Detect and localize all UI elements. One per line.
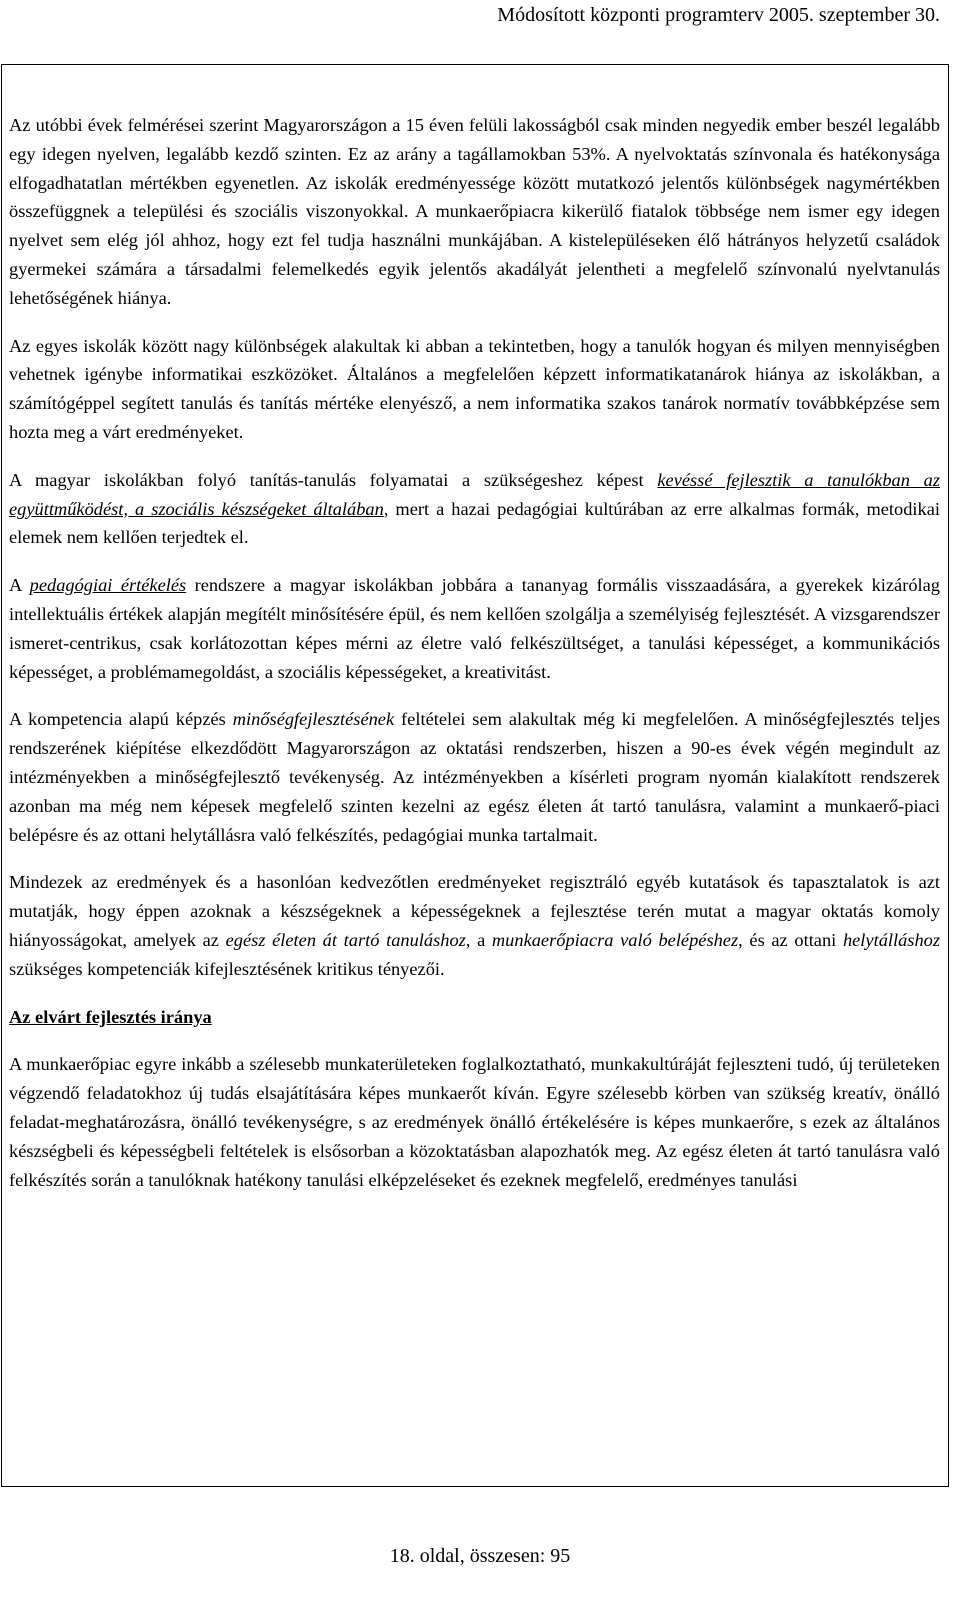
- section-heading: Az elvárt fejlesztés iránya: [9, 1006, 212, 1027]
- text-run: feltételei sem alakultak még ki megfelelően. A minőségfejlesztés teljes rendszerének kiépítése elkezdődött Magyarországon az oktatási rendszerben, hiszen a 90-es évek végén megindult az intézményekben a minőségfejlesztő tevékenység. Az intézményekben a kísérleti program nyomán kialakított rendszerek azonban ma még nem képesek megfelelő szinten kezelni az egész életen át tartó tanulásra, valamint a munkaerő-piaci belépésre és az ottani helytállásra való felkészítés, pedagógiai munka tartalmait.: [9, 709, 940, 845]
- text-run: A kompetencia alapú képzés: [9, 709, 233, 730]
- emphasis: pedagógiai értékelés: [29, 575, 187, 596]
- content-frame: [1, 64, 949, 1487]
- page-header: Módosított központi programterv 2005. szeptember 30.: [497, 4, 940, 26]
- page-footer: 18. oldal, összesen: 95: [389, 1545, 571, 1567]
- emphasis: egész életen át tartó tanuláshoz: [225, 929, 466, 950]
- paragraph-quality: [9, 705, 940, 849]
- emphasis: munkaerőpiacra való belépéshez: [491, 929, 739, 950]
- emphasis: kevéssé fejlesztik a tanulókban az együttműködést, a szociális készségeket általában: [9, 469, 940, 519]
- text-run: , mert a hazai pedagógiai kultúrában az erre alkalmas formák, metodikai elemek nem kellően terjedtek el.: [9, 498, 940, 548]
- paragraph-direction: A munkaerőpiac egyre inkább a szélesebb munkaterületeken foglalkoztatható, munkakultúráját fejleszteni tudó, új területeken végzendő feladatokhoz új tudás elsajátítására képes munkaerőt kíván. Egyre szélesebb körben van szükség kreatív, önálló feladat-meghatározásra, önálló tevékenységre, s az eredmények önálló értékelésére is képes munkaerőre, s ezek az általános készségbeli és képességbeli feltételek is elsősorban a közoktatásban alapozhatók meg. Az egész életen át tartó tanulásra való felkészítés során a tanulóknak hatékony tanulási elképzeléseket és ezeknek megfelelő, eredményes tanulási: [9, 1054, 940, 1190]
- text-run: , és az ottani: [738, 929, 843, 950]
- emphasis: helytálláshoz: [842, 929, 941, 950]
- text-run: , a: [465, 929, 492, 950]
- paragraph-language-skills: Az utóbbi évek felmérései szerint Magyarországon a 15 éven felüli lakosságból csak minden negyedik ember beszél legalább egy idegen nyelven, legalább kezdő szinten. Ez az arány a tagállamokban 53%. A nyelvoktatás színvonala és hatékonysága elfogadhatatlan mértékben egyenetlen. Az iskolák eredményessége között mutatkozó jelentős különbségek nagymértékben összefüggnek a települési és szociális viszonyokkal. A munkaerőpiacra kikerülő fiatalok többsége nem ismer egy idegen nyelvet sem elég jól ahhoz, hogy ezt fel tudja használni munkájában. A kistelepüléseken élő hátrányos helyzetű családok gyermekei számára a társadalmi felemelkedés egyik jelentős akadályát jelentheti a megfelelő színvonalú nyelvtanulás lehetőségének hiánya.: [9, 115, 940, 308]
- emphasis: minőségfejlesztésének: [232, 709, 395, 730]
- document-body: [9, 111, 940, 1213]
- text-run: A: [9, 575, 30, 596]
- text-run: szükséges kompetenciák kifejlesztésének kritikus tényezői.: [9, 958, 445, 979]
- paragraph-cooperation: [9, 466, 940, 552]
- paragraph-summary: [9, 868, 940, 983]
- text-run: rendszere a magyar iskolákban jobbára a tananyag formális visszaadására, a gyerekek kizárólag intellektuális értékek alapján megítélt minősítésére épül, és nem kellően szolgálja a személyiség fejlesztését. A vizsgarendszer ismeret-centrikus, csak korlátozottan képes mérni az életre való felkészültséget, a tanulási képességet, a kommunikációs képességet, a problémamegoldást, a szociális képességeket, a kreativitást.: [9, 575, 940, 682]
- text-run: A magyar iskolákban folyó tanítás-tanulás folyamatai a szükségeshez képest: [9, 469, 658, 490]
- paragraph-assessment: [9, 571, 940, 686]
- paragraph-it-tools: Az egyes iskolák között nagy különbségek alakultak ki abban a tekintetben, hogy a tanulók hogyan és milyen mennyiségben vehetnek igénybe informatikai eszközöket. Általános a megfelelően képzett informatikatanárok hiánya az iskolákban, a számítógéppel segített tanulás és tanítás mértéke elenyésző, a nem informatika szakos tanárok normatív továbbképzése sem hozta meg a várt eredményeket.: [9, 335, 940, 442]
- text-run: Mindezek az eredmények és a hasonlóan kedvezőtlen eredményeket regisztráló egyéb kutatások és tapasztalatok is azt mutatják, hogy éppen azoknak a készségeknek a képességeknek a fejlesztése terén mutat a magyar oktatás komoly hiányosságokat, amelyek az: [9, 872, 940, 950]
